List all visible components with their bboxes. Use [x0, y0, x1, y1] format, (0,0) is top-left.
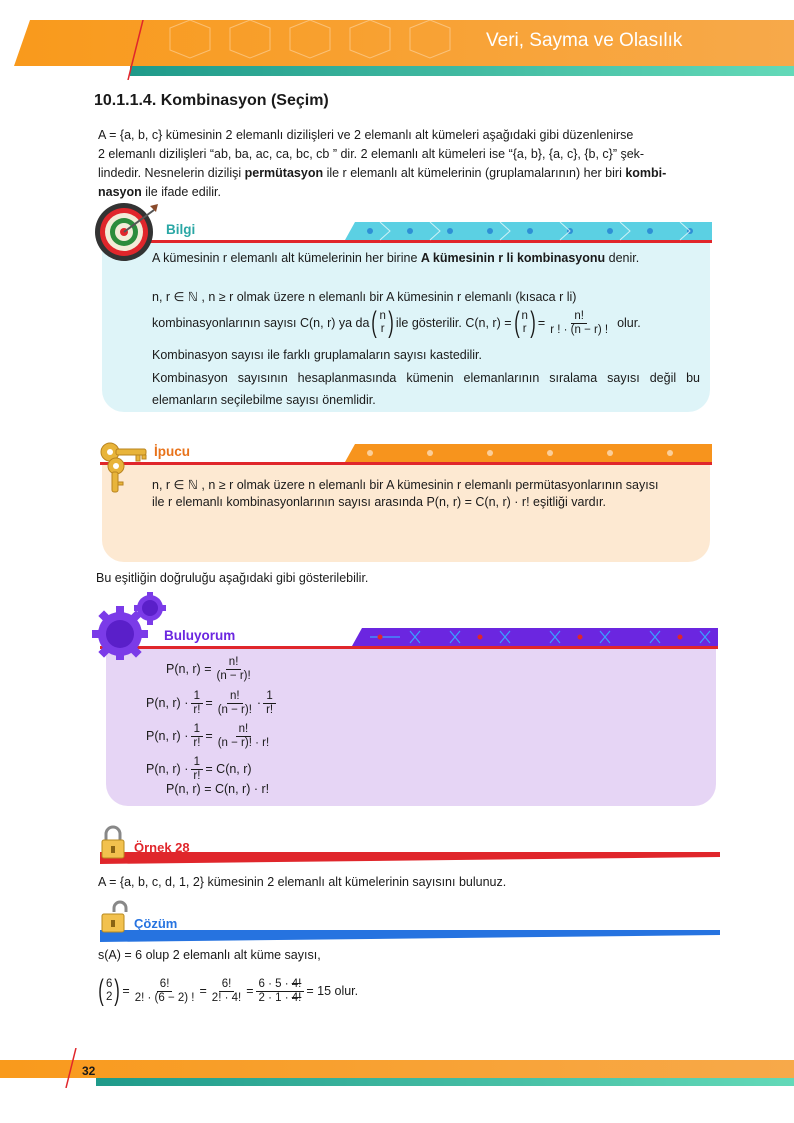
intro-line-3: lindedir. Nesnelerin dizilişi permütasyon ile r elemanlı alt kümelerinin (gruplamalarının) her biri kombi- [98, 166, 667, 180]
binom-n-r: ( n r ) [371, 306, 394, 339]
cozum-line1: s(A) = 6 olup 2 elemanlı alt küme sayısı, [98, 948, 321, 962]
cozum-label: Çözüm [134, 916, 178, 931]
lock-icon [100, 824, 126, 860]
bilgi-p3: Kombinasyon sayısı ile farklı gruplamaların sayısı kastedilir. [152, 348, 482, 362]
intro-line-4: nasyon ile ifade edilir. [98, 185, 221, 199]
buluyorum-row-5: P(n, r) = C(n, r) · r! [166, 782, 270, 796]
header-band [0, 20, 794, 70]
dartboard-icon [94, 198, 160, 264]
intro-line-1: A = {a, b, c} kümesinin 2 elemanlı dizilişleri ve 2 elemanlı alt kümeleri aşağıdaki gibi düzenlenirse [98, 128, 634, 142]
gears-icon [92, 590, 172, 662]
footer-band [0, 1048, 794, 1088]
ornek-text: A = {a, b, c, d, 1, 2} kümesinin 2 elemanlı alt kümelerinin sayısını bulunuz. [98, 875, 507, 889]
ornek-band [100, 852, 720, 864]
cozum-calculation: ( 6 2 ) = $\frac{6!}{2! \cdot (6 - 2) !}$ = $\frac{6!}{2! \cdot 4!}$ = $\frac{6 \cdot 5 \cdot 4!}{2 \cdot 1 \cdot 4!}$ = 15 olur. [96, 976, 358, 1006]
bilgi-p2-line1: n, r ∈ ℕ , n ≥ r olmak üzere n elemanlı bir A kümesinin r elemanlı (kısaca r li) [152, 290, 577, 304]
intro-paragraph [98, 126, 720, 202]
ipucu-line2: ile r elemanlı kombinasyonlarının sayısı arasında P(n, r) = C(n, r) · r! eşitliği vardır. [152, 495, 606, 509]
buluyorum-row-3: P(n, r) · $\frac{1}{r!}$ = $\frac{n!}{(n - r)! \cdot r!}$ [146, 723, 270, 749]
binom-n-r-2: ( n r ) [513, 306, 536, 339]
buluyorum-row-1: P(n, r) = $\frac{n!}{(n - r)!}$ [166, 656, 251, 682]
bilgi-p1: A kümesinin r elemanlı alt kümelerinin her birine A kümesinin r li kombinasyonu denir. [152, 251, 640, 265]
page-number: 32 [82, 1064, 96, 1078]
unlock-icon [100, 900, 128, 936]
cozum-band [100, 930, 720, 942]
buluyorum-label: Buluyorum [164, 628, 236, 643]
intro-line-2: 2 elemanlı dizilişleri “ab, ba, ac, ca, bc, cb ” dir. 2 elemanlı alt kümeleri ise “{a, b}, {a, c}, {b, c}” şek- [98, 147, 645, 161]
bilgi-p4: Kombinasyon sayısının hesaplanmasında kümenin elemanlarının sıralama sayısı değil bu elemanların seçilebilme sayısı önemlidir. [152, 371, 700, 407]
binom-6-2: ( 6 2 ) [98, 974, 121, 1007]
keys-icon [96, 436, 156, 496]
ipucu-band [100, 444, 720, 466]
bilgi-label: Bilgi [166, 222, 196, 237]
ipucu-label: İpucu [154, 444, 190, 459]
header-title: Veri, Sayma ve Olasılık [486, 30, 683, 51]
transition-text: Bu eşitliğin doğruluğu aşağıdaki gibi gösterilebilir. [96, 571, 369, 585]
ornek-label: Örnek 28 [134, 840, 190, 855]
bilgi-p2-line2: kombinasyonlarının sayısı C(n, r) ya da ( n r ) ile gösterilir. C(n, r) = ( n r ) = $\frac{n!}{r ! \cdot (n - r) !}$ olur. [152, 306, 641, 339]
buluyorum-row-4: P(n, r) · $\frac{1}{r!}$ = C(n, r) [146, 756, 252, 782]
combination-formula-fraction: $\frac{n!}{r ! \cdot (n - r) !}$ [550, 309, 609, 336]
section-title: 10.1.1.4. Kombinasyon (Seçim) [94, 92, 329, 109]
ipucu-line1: n, r ∈ ℕ , n ≥ r olmak üzere n elemanlı bir A kümesinin r elemanlı permütasyonlarının sayısı [152, 478, 659, 492]
buluyorum-row-2: P(n, r) · $\frac{1}{r!}$ = $\frac{n!}{(n - r)!}$ · $\frac{1}{r!}$ [146, 690, 278, 717]
